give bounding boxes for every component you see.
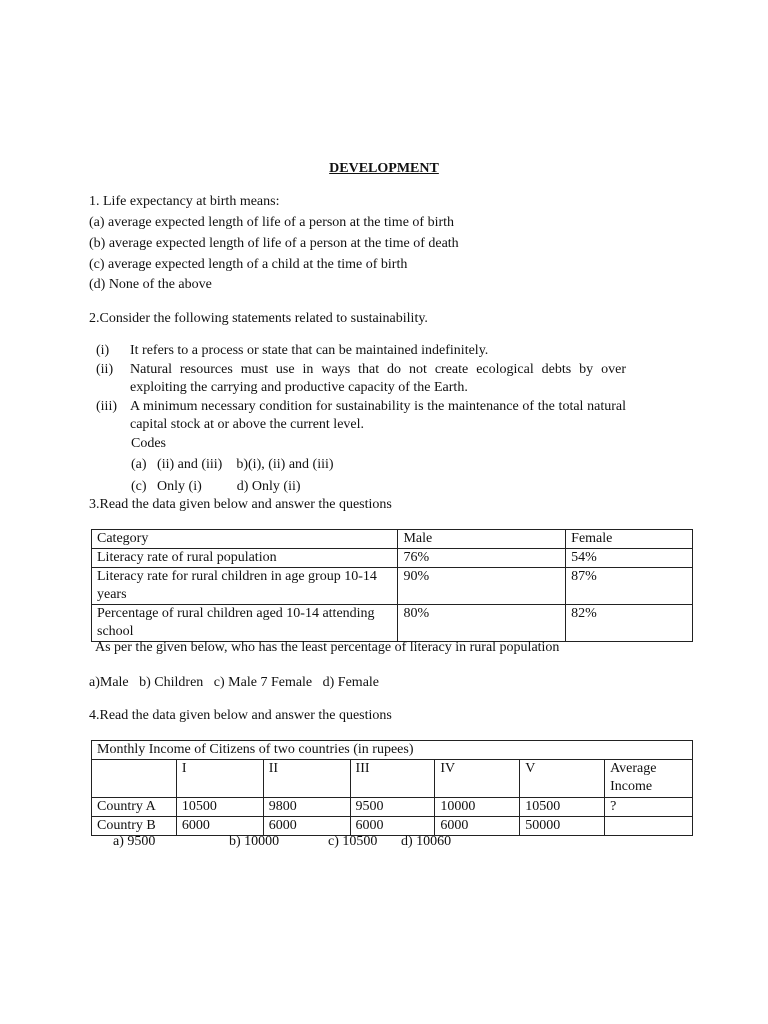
q2-codes-label: Codes [131,436,166,451]
table-row [92,605,693,642]
income-table [91,740,693,836]
q1-option-c: (c) average expected length of a child at the time of birth [89,257,408,272]
table-cell: Country A [92,798,177,817]
q4-option-d: d) 10060 [401,834,452,849]
table-row [92,817,693,836]
table-header-cell: Male [398,530,566,549]
q3-followup: As per the given below, who has the least percentage of literacy in rural population [95,640,560,655]
q4-option-a: a) 9500 [113,834,156,849]
page-title: DEVELOPMENT [329,161,439,176]
table-header-cell: Category [92,530,398,549]
statement-number: (i) [96,343,110,358]
q4-option-c: c) 10500 [328,834,378,849]
q1-option-a: (a) average expected length of life of a person at the time of birth [89,215,455,230]
statement-text: It refers to a process or state that can be maintained indefinitely. [130,343,489,358]
table-row [92,549,693,568]
q3-options: a)Male b) Children c) Male 7 Female d) Female [89,675,380,690]
table-cell: 87% [566,568,693,605]
table-header-cell: I [176,760,263,798]
table-row [92,798,693,817]
q2-codes-line2: (c) Only (i) d) Only (ii) [131,479,301,494]
table-cell: 10500 [176,798,263,817]
table-cell: Percentage of rural children aged 10-14 attending school [92,605,398,642]
table-cell: 50000 [520,817,605,836]
table-cell: Literacy rate of rural population [92,549,398,568]
table-caption-row [92,741,693,760]
table-cell: ? [605,798,693,817]
table-header-cell: Average Income [605,760,693,798]
table-cell: 9500 [350,798,435,817]
q4-option-b: b) 10000 [229,834,280,849]
q2-codes-line1: (a) (ii) and (iii) b)(i), (ii) and (iii) [131,457,334,472]
table-cell: Country B [92,817,177,836]
q2-question: 2.Consider the following statements related to sustainability. [89,311,428,326]
table-cell: 6000 [176,817,263,836]
table-header-cell: V [520,760,605,798]
table-cell: 10000 [435,798,520,817]
table-header-cell [92,760,177,798]
table-row [92,568,693,605]
table-cell: 76% [398,549,566,568]
table-cell: 10500 [520,798,605,817]
table-caption: Monthly Income of Citizens of two countries (in rupees) [92,741,693,760]
table-header-cell: III [350,760,435,798]
table-cell: 80% [398,605,566,642]
statement-number: (iii) [96,399,117,414]
table-cell: 54% [566,549,693,568]
statement-text: A minimum necessary condition for sustainability is the maintenance of the total natural capital stock at or above the current level. [130,399,626,432]
table-cell: 90% [398,568,566,605]
statement-text: Natural resources must use in ways that do not create ecological debts by over exploiting the carrying and productive capacity of the Earth. [130,362,626,395]
q1-option-d: (d) None of the above [89,277,212,292]
table-header-cell: IV [435,760,520,798]
table-header-cell: Female [566,530,693,549]
statement-number: (ii) [96,362,114,377]
table-header-row [92,530,693,549]
table-header-cell: II [263,760,350,798]
table-cell: Literacy rate for rural children in age group 10-14 years [92,568,398,605]
table-cell: 6000 [350,817,435,836]
table-header-row [92,760,693,798]
table-cell: 6000 [435,817,520,836]
table-cell: 6000 [263,817,350,836]
table-cell: 9800 [263,798,350,817]
q1-question: 1. Life expectancy at birth means: [89,194,280,209]
q3-question: 3.Read the data given below and answer the questions [89,497,392,512]
literacy-table [91,529,693,642]
q1-option-b: (b) average expected length of life of a person at the time of death [89,236,459,251]
table-cell: 82% [566,605,693,642]
q4-question: 4.Read the data given below and answer the questions [89,708,392,723]
table-cell [605,817,693,836]
